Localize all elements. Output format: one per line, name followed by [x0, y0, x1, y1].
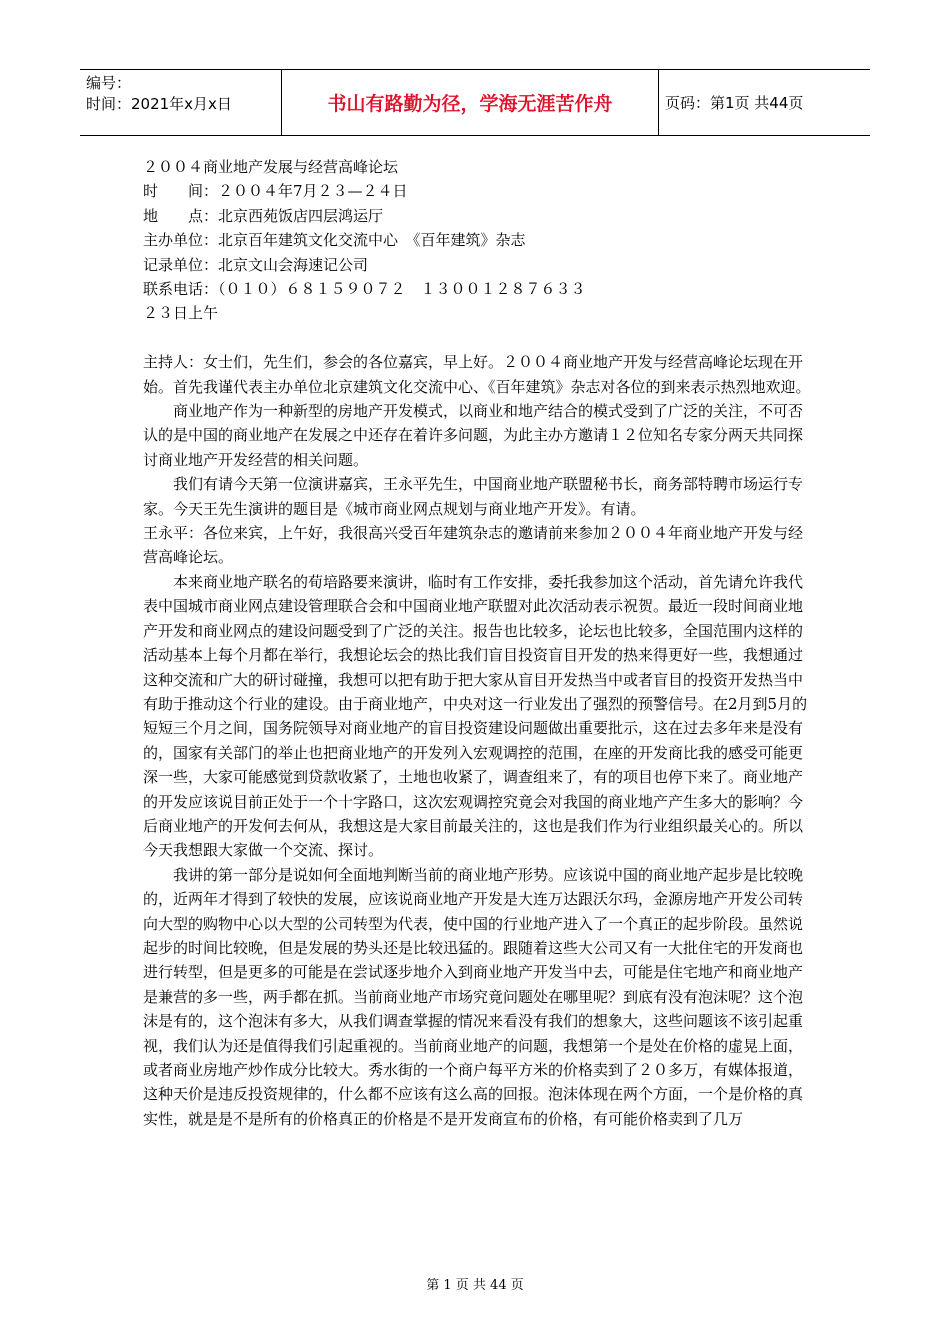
header-page-count: 页码：第1页 共44页 — [665, 94, 804, 112]
paragraph: 我讲的第一部分是说如何全面地判断当前的商业地产形势。应该说中国的商业地产起步是比较晚的，近两年才得到了较快的发展，应该说商业地产开发是大连万达跟沃尔玛，金源房地产开发公司转向大型的购物中心以大型的公司转型为代表，使中国的行业地产进入了一个真正的起步阶段。虽然说起步的时间比较晚，但是发展的势头还是比较迅猛的。跟随着这些大公司又有一大批住宅的开发商也进行转型，但是更多的可能是在尝试逐步地介入到商业地产开发当中去，可能是住宅地产和商业地产是兼营的多一些，两手都在抓。当前商业地产市场究竟问题处在哪里呢？到底有没有泡沫呢？这个泡沫是有的，这个泡沫有多大，从我们调查掌握的情况来看没有我们的想象大，这些问题该不该引起重视，我们认为还是值得我们引起重视的。当前商业地产的问题，我想第一个是处在价格的虚晃上面，或者商业房地产炒作成分比较大。秀水街的一个商户每平方米的价格卖到了２０多万，有媒体报道，这种天价是违反投资规律的，什么都不应该有这么高的回报。泡沫体现在两个方面，一个是价格的真实性，就是是不是所有的价格真正的价格是不是开发商宣布的价格，有可能价格卖到了几万 — [143, 865, 804, 1128]
info-phone: 联系电话：（０１０）６８１５９０７２ １３００１２８７６３３ — [143, 280, 586, 299]
header-meta — [80, 70, 282, 135]
info-location: 地 点：北京西苑饭店四层鸿运厅 — [143, 206, 384, 225]
session-label: ２３日上午 — [143, 304, 219, 323]
info-time: 时 间：２００４年7月２３—２４日 — [143, 182, 408, 201]
header-date: 时间：2021年x月x日 — [86, 95, 232, 113]
info-organizer: 主办单位：北京百年建筑文化交流中心 《百年建筑》杂志 — [143, 231, 526, 250]
paragraph: 王永平：各位来宾，上午好，我很高兴受百年建筑杂志的邀请前来参加２００４年商业地产开发与经营高峰论坛。 — [143, 524, 804, 567]
document-body — [143, 155, 813, 1131]
info-recorder: 记录单位：北京文山会海速记公司 — [143, 255, 369, 274]
page-header — [80, 69, 870, 136]
header-number: 编号： — [86, 74, 132, 92]
header-motto: 书山有路勤为径，学海无涯苦作舟 — [282, 70, 659, 135]
paragraph: 本来商业地产联名的荀培路要来演讲，临时有工作安排，委托我参加这个活动，首先请允许我代表中国城市商业网点建设管理联合会和中国商业地产联盟对此次活动表示祝贺。最近一段时间商业地产开发和商业网点的建设问题受到了广泛的关注。报告也比较多，论坛也比较多，全国范围内这样的活动基本上每个月都在举行，我想论坛会的热比我们盲目投资盲目开发的热来得更好一些，我想通过这种交流和广大的研讨碰撞，我想可以把有助于把大家从盲目开发热当中或者盲目的投资开发热当中有助于推动这个行业的建设。由于商业地产，中央对这一行业发出了强烈的预警信号。在2月到5月的短短三个月之间，国务院领导对商业地产的盲目投资建设问题做出重要批示，这在过去多年来是没有的，国家有关部门的举止也把商业地产的开发列入宏观调控的范围，在座的开发商比我的感受可能更深一些，大家可能感觉到贷款收紧了，土地也收紧了，调查组来了，有的项目也停下来了。商业地产的开发应该说目前正处于一个十字路口，这次宏观调控究竟会对我国的商业地产产生多大的影响？今后商业地产的开发何去何从，我想这是大家目前最关注的，这也是我们作为行业组织最关心的。所以今天我想跟大家做一个交流、探讨。 — [143, 572, 808, 860]
forum-title: ２００４商业地产发展与经营高峰论坛 — [143, 158, 399, 176]
paragraph: 主持人：女士们，先生们，参会的各位嘉宾，早上好。２００４商业地产开发与经营高峰论坛现在开始。首先我谨代表主办单位北京建筑文化交流中心、《百年建筑》杂志对各位的到来表示热烈地欢迎。 — [143, 353, 811, 396]
paragraph: 商业地产作为一种新型的房地产开发模式，以商业和地产结合的模式受到了广泛的关注，不可否认的是中国的商业地产在发展之中还存在着许多问题，为此主办方邀请１２位知名专家分两天共同探讨商业地产开发经营的相关问题。 — [143, 402, 804, 469]
paragraph: 我们有请今天第一位演讲嘉宾，王永平先生，中国商业地产联盟秘书长，商务部特聘市场运行专家。今天王先生演讲的题目是《城市商业网点规划与商业地产开发》。有请。 — [143, 475, 804, 518]
page-footer: 第 1 页 共 44 页 — [426, 1278, 524, 1293]
spacer — [143, 326, 813, 350]
